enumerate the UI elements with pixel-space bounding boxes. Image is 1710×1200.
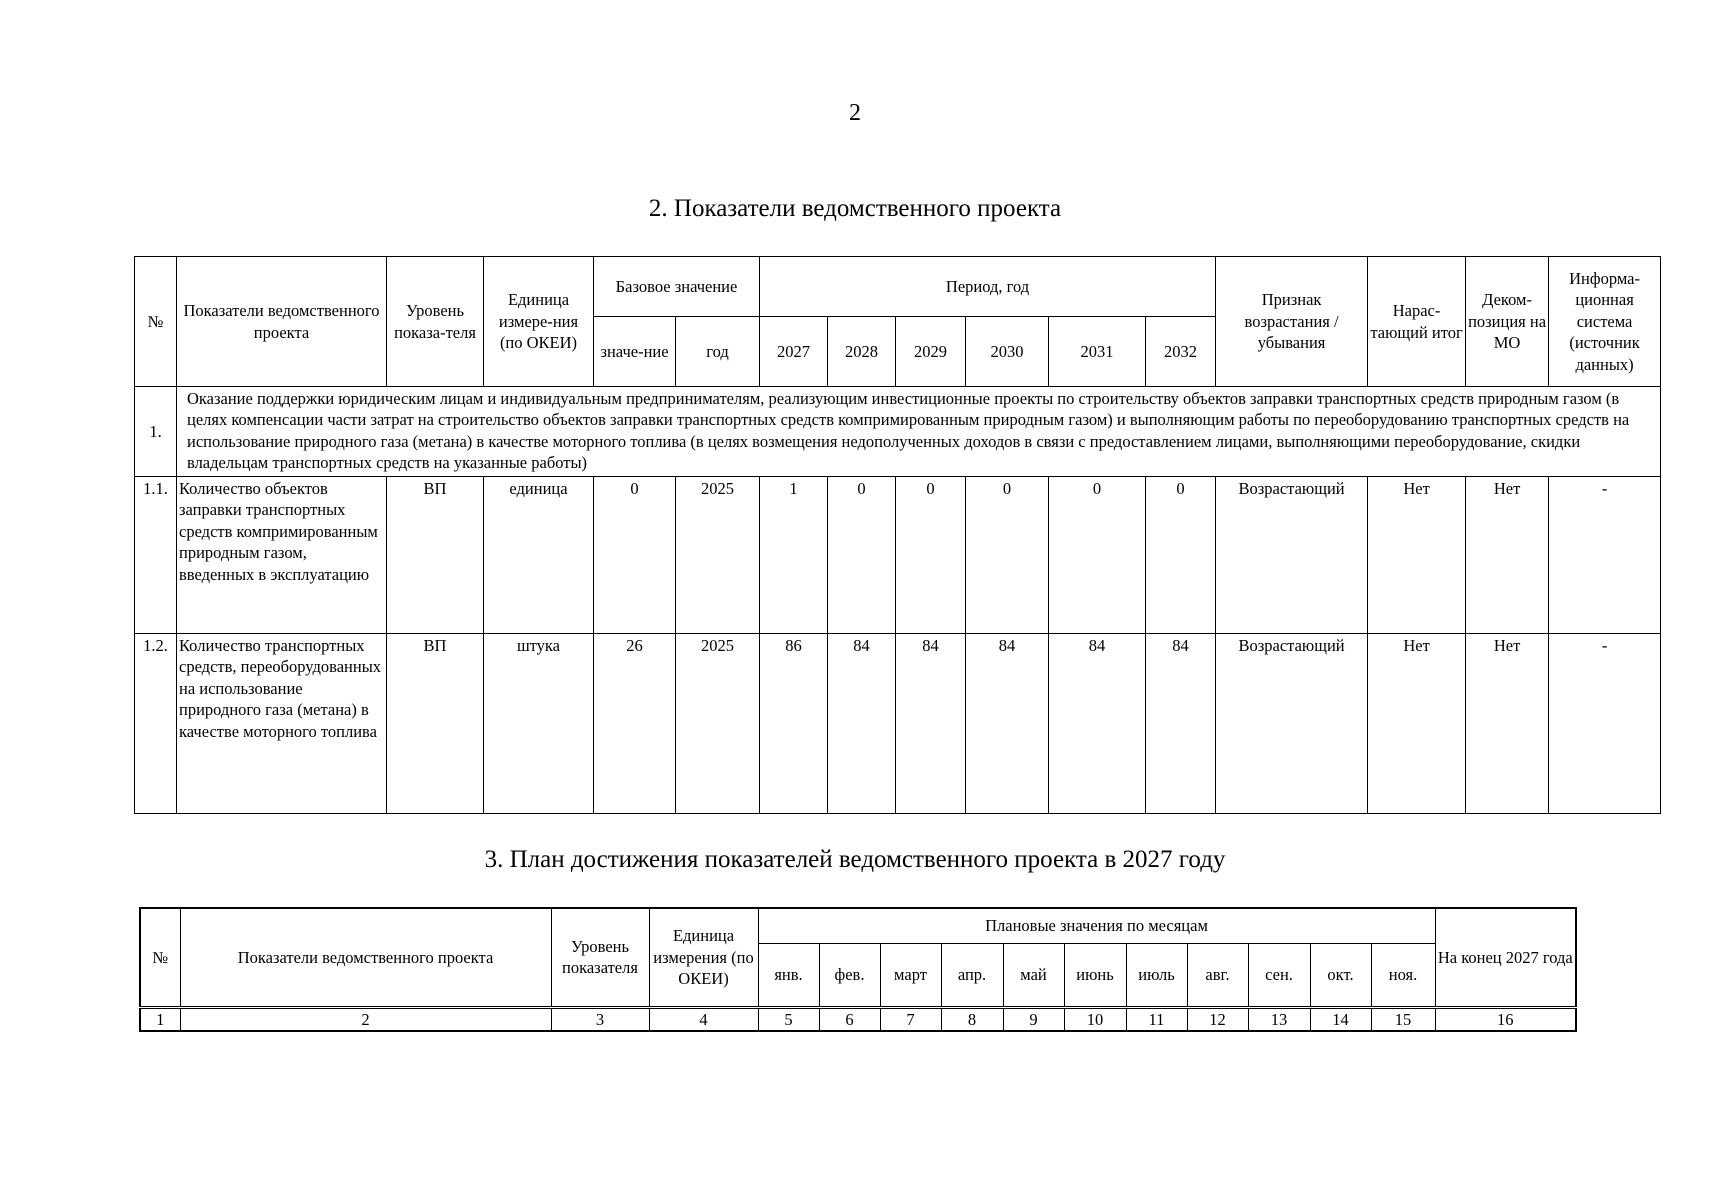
trend: Возрастающий bbox=[1216, 634, 1368, 814]
column-number: 7 bbox=[880, 1007, 941, 1031]
month-header: окт. bbox=[1310, 943, 1371, 1007]
cumulative: Нет bbox=[1368, 477, 1466, 634]
year-value: 0 bbox=[1146, 477, 1216, 634]
header-no: № bbox=[135, 257, 177, 387]
header-decomposition: Деком-позиция на МО bbox=[1466, 257, 1549, 387]
month-header: авг. bbox=[1187, 943, 1248, 1007]
column-number: 11 bbox=[1126, 1007, 1187, 1031]
indicator-unit: единица bbox=[484, 477, 594, 634]
indicators-table bbox=[134, 256, 1661, 814]
indicator-level: ВП bbox=[387, 634, 484, 814]
year-value: 84 bbox=[1146, 634, 1216, 814]
section3-title: 3. План достижения показателей ведомственного проекта в 2027 году bbox=[484, 846, 1226, 873]
group-description: Оказание поддержки юридическим лицам и индивидуальным предпринимателям, реализующим инвестиционные проекты по строительству объектов заправки транспортных средств природным газом (в целях компенсации части затрат на строительство объектов заправки транспортных средств компримированным природным газом) и выполняющим работы по переоборудованию транспортных средств на использование природного газа (метана) в качестве моторного топлива (в целях возмещения недополученных доходов в связи с предоставлением лицами, выполняющими переоборудование, скидки владельцам транспортных средств на указанные работы) bbox=[177, 387, 1661, 477]
header-info-system: Информа-ционная система (источник данных) bbox=[1549, 257, 1661, 387]
base-year: 2025 bbox=[676, 634, 760, 814]
month-header: янв. bbox=[758, 943, 819, 1007]
column-number: 8 bbox=[941, 1007, 1003, 1031]
base-value: 26 bbox=[594, 634, 676, 814]
month-header: март bbox=[880, 943, 941, 1007]
month-header: фев. bbox=[819, 943, 880, 1007]
column-number: 16 bbox=[1435, 1007, 1576, 1031]
page-number: 2 bbox=[849, 100, 861, 126]
header-cumulative: Нарас-тающий итог bbox=[1368, 257, 1466, 387]
year-value: 0 bbox=[966, 477, 1049, 634]
header-trend: Признак возрастания / убывания bbox=[1216, 257, 1368, 387]
cumulative: Нет bbox=[1368, 634, 1466, 814]
year-value: 84 bbox=[966, 634, 1049, 814]
decomposition: Нет bbox=[1466, 634, 1549, 814]
column-number: 14 bbox=[1310, 1007, 1371, 1031]
header-year: 2030 bbox=[966, 317, 1049, 387]
column-number: 1 bbox=[140, 1007, 180, 1031]
column-number-row bbox=[140, 1007, 1576, 1031]
header-year: 2031 bbox=[1049, 317, 1146, 387]
header-base-year: год bbox=[676, 317, 760, 387]
year-value: 0 bbox=[896, 477, 966, 634]
column-number: 15 bbox=[1371, 1007, 1435, 1031]
header-base: Базовое значение bbox=[594, 257, 760, 317]
month-header: июнь bbox=[1064, 943, 1126, 1007]
table-row bbox=[135, 634, 1661, 814]
info-system: - bbox=[1549, 634, 1661, 814]
header-year: 2027 bbox=[760, 317, 828, 387]
base-value: 0 bbox=[594, 477, 676, 634]
month-header: май bbox=[1003, 943, 1064, 1007]
column-number: 2 bbox=[180, 1007, 551, 1031]
month-header: июль bbox=[1126, 943, 1187, 1007]
plan-header-level: Уровень показателя bbox=[551, 908, 649, 1007]
column-number: 5 bbox=[758, 1007, 819, 1031]
column-number: 3 bbox=[551, 1007, 649, 1031]
plan-header-no: № bbox=[140, 908, 180, 1007]
column-number: 4 bbox=[649, 1007, 758, 1031]
column-number: 10 bbox=[1064, 1007, 1126, 1031]
header-year: 2028 bbox=[828, 317, 896, 387]
plan-header-monthly: Плановые значения по месяцам bbox=[758, 908, 1435, 943]
header-period: Период, год bbox=[760, 257, 1216, 317]
header-year: 2029 bbox=[896, 317, 966, 387]
indicator-name: Количество объектов заправки транспортных средств компримированным природным газом, введенных в эксплуатацию bbox=[177, 477, 387, 634]
year-value: 84 bbox=[1049, 634, 1146, 814]
month-header: ноя. bbox=[1371, 943, 1435, 1007]
header-unit: Единица измере-ния (по ОКЕИ) bbox=[484, 257, 594, 387]
plan-header-year-end: На конец 2027 года bbox=[1435, 908, 1576, 1007]
year-value: 84 bbox=[896, 634, 966, 814]
plan-header-indicator: Показатели ведомственного проекта bbox=[180, 908, 551, 1007]
indicator-unit: штука bbox=[484, 634, 594, 814]
header-year: 2032 bbox=[1146, 317, 1216, 387]
plan-header-unit: Единица измерения (по ОКЕИ) bbox=[649, 908, 758, 1007]
column-number: 13 bbox=[1248, 1007, 1310, 1031]
info-system: - bbox=[1549, 477, 1661, 634]
header-base-value: значе-ние bbox=[594, 317, 676, 387]
base-year: 2025 bbox=[676, 477, 760, 634]
indicator-level: ВП bbox=[387, 477, 484, 634]
column-number: 12 bbox=[1187, 1007, 1248, 1031]
row-number: 1.1. bbox=[135, 477, 177, 634]
trend: Возрастающий bbox=[1216, 477, 1368, 634]
plan-table bbox=[139, 907, 1577, 1032]
year-value: 0 bbox=[828, 477, 896, 634]
decomposition: Нет bbox=[1466, 477, 1549, 634]
column-number: 9 bbox=[1003, 1007, 1064, 1031]
group-number: 1. bbox=[135, 387, 177, 477]
column-number: 6 bbox=[819, 1007, 880, 1031]
month-header: апр. bbox=[941, 943, 1003, 1007]
row-number: 1.2. bbox=[135, 634, 177, 814]
year-value: 86 bbox=[760, 634, 828, 814]
header-level: Уровень показа-теля bbox=[387, 257, 484, 387]
header-indicator: Показатели ведомственного проекта bbox=[177, 257, 387, 387]
group-row bbox=[135, 387, 1661, 477]
year-value: 0 bbox=[1049, 477, 1146, 634]
table-row bbox=[135, 477, 1661, 634]
year-value: 84 bbox=[828, 634, 896, 814]
indicator-name: Количество транспортных средств, переоборудованных на использование природного газа (метана) в качестве моторного топлива bbox=[177, 634, 387, 814]
section2-title: 2. Показатели ведомственного проекта bbox=[648, 195, 1062, 222]
year-value: 1 bbox=[760, 477, 828, 634]
month-header: сен. bbox=[1248, 943, 1310, 1007]
